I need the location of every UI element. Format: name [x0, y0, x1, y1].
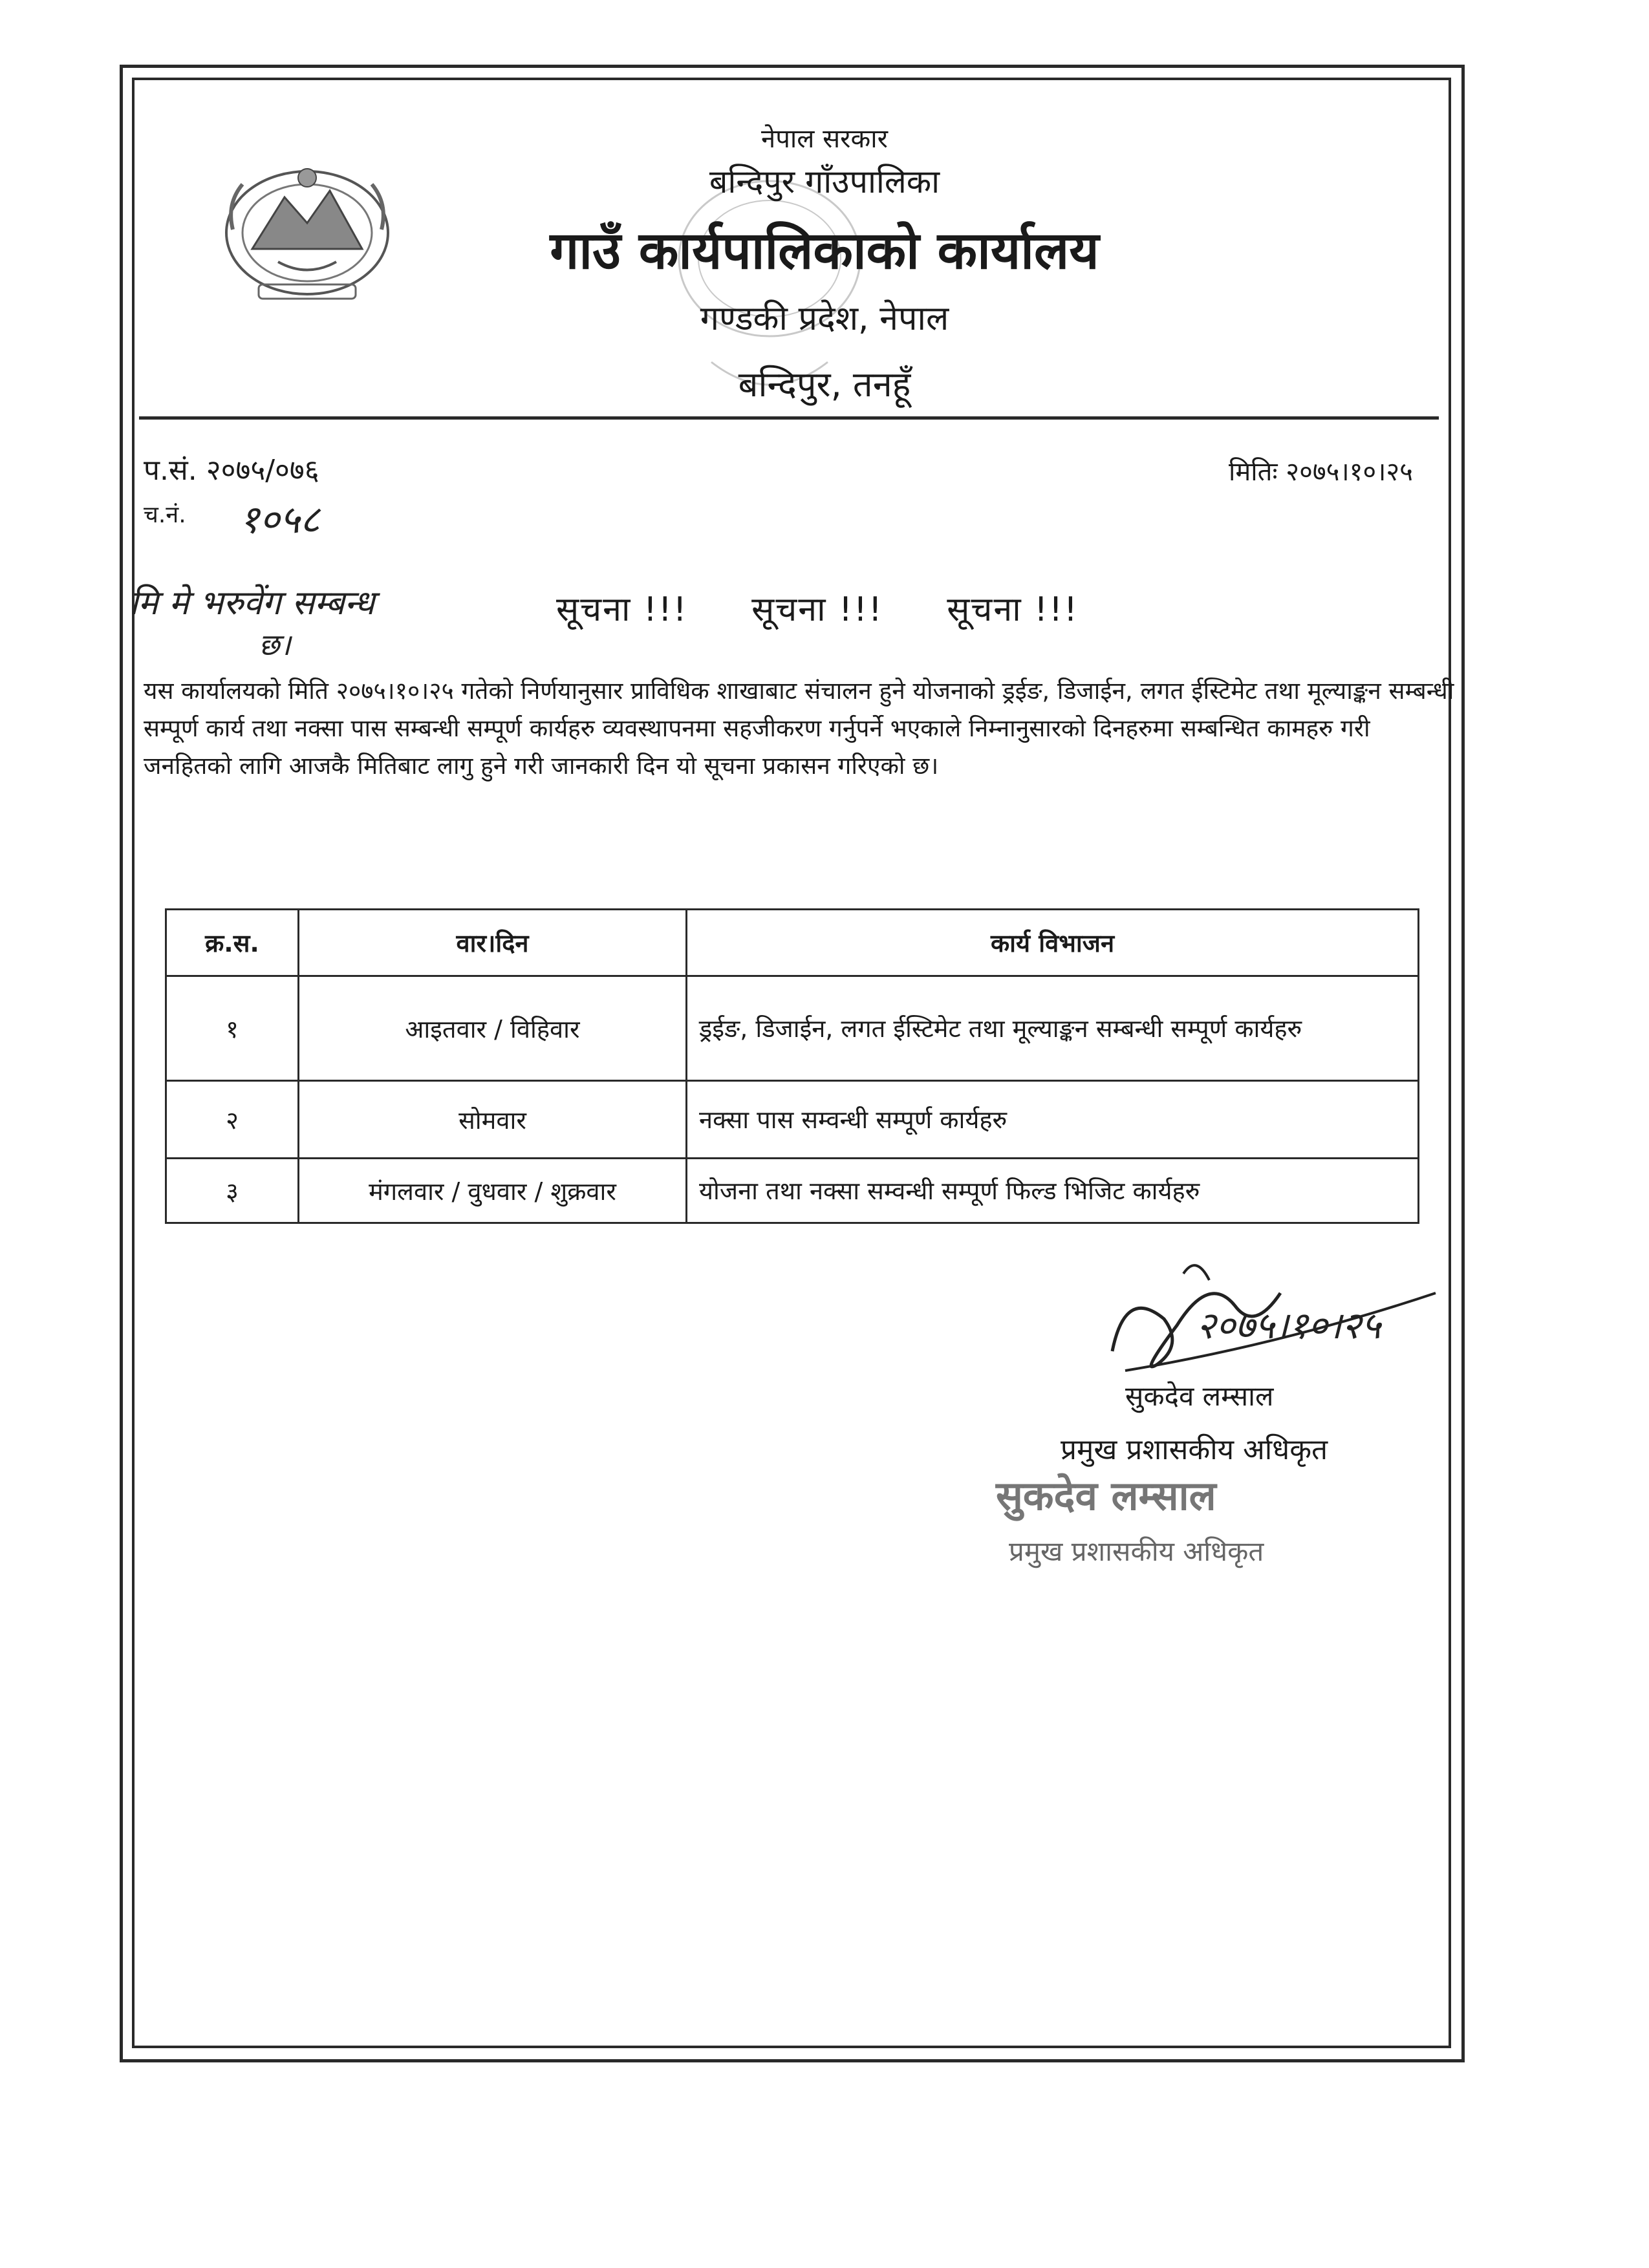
header-address: बन्दिपुर, तनहूँ	[738, 364, 911, 405]
notice-title	[556, 585, 1130, 631]
table-row	[166, 976, 1419, 1081]
work-division-table	[165, 908, 1419, 1224]
notice-body-paragraph: यस कार्यालयको मिति २०७५।१०।२५ गतेको निर्णयानुसार प्राविधिक शाखाबाट संचालन हुने योजनाको ड्रईङ, डिजाईन, लगत ईस्टिमेट तथा मूल्याङ्कन सम्बन्धी सम्पूर्ण कार्य तथा नक्सा पास सम्बन्धी सम्पूर्ण कार्यहरु व्यवस्थापनमा सहजीकरण गर्नुपर्ने भएकाले निम्नानुसारको दिनहरुमा सम्बन्धित कामहरु गरी जनहितको लागि आजकै मितिबाट लागु हुने गरी जानकारी दिन यो सूचना प्रकासन गरिएको छ।	[144, 677, 1454, 780]
col-header-task: कार्य विभाजन	[687, 910, 1419, 976]
cell-sn: ३	[166, 1159, 299, 1223]
signature-scrawl	[1086, 1248, 1449, 1390]
signature-date-handwritten: २०७५।१०।२५	[1196, 1303, 1381, 1347]
cell-day: सोमवार	[299, 1081, 687, 1159]
signatory-name: सुकदेव लम्साल	[1125, 1380, 1274, 1412]
header-divider	[139, 416, 1439, 420]
table-row	[166, 1081, 1419, 1159]
header-government: नेपाल सरकार	[761, 124, 888, 154]
header-office-title: गाउँ कार्यपालिकाको कार्यालय	[550, 220, 1099, 281]
table-row	[166, 1159, 1419, 1223]
stamp-title: प्रमुख प्रशासकीय अधिकृत	[1009, 1535, 1264, 1567]
handwritten-note-line1: मि मे भरुवेंग सम्बन्ध	[129, 584, 375, 623]
reference-number: प.सं. २०७५/०७६	[144, 454, 319, 487]
notice-word-1: सूचना !!!	[556, 590, 688, 629]
cell-task: योजना तथा नक्सा सम्वन्धी सम्पूर्ण फिल्ड भिजिट कार्यहरु	[687, 1159, 1419, 1223]
cell-sn: २	[166, 1081, 299, 1159]
cell-day: मंगलवार / वुधवार / शुक्रवार	[299, 1159, 687, 1223]
col-header-day: वार।दिन	[299, 910, 687, 976]
header-municipality: बन्दिपुर गाँउपालिका	[709, 163, 940, 200]
cell-task: ड्रईङ, डिजाईन, लगत ईस्टिमेट तथा मूल्याङ्कन सम्बन्धी सम्पूर्ण कार्यहरु	[687, 976, 1419, 1081]
dispatch-number-label: च.नं.	[144, 502, 186, 528]
cell-day: आइतवार / विहिवार	[299, 976, 687, 1081]
cell-sn: १	[166, 976, 299, 1081]
stamp-name: सुकदेव लम्साल	[996, 1472, 1216, 1519]
document-date: मितिः २०७५।१०।२५	[1229, 457, 1413, 487]
dispatch-number-handwritten: १०५८	[239, 497, 320, 542]
cell-task: नक्सा पास सम्वन्धी सम्पूर्ण कार्यहरु	[687, 1081, 1419, 1159]
table-header-row	[166, 910, 1419, 976]
notice-word-2: सूचना !!!	[751, 590, 883, 629]
header-province: गण्डकी प्रदेश, नेपाल	[700, 299, 949, 338]
handwritten-note-line2: छ।	[259, 627, 291, 662]
col-header-sn: क्र.स.	[166, 910, 299, 976]
signatory-title: प्रमुख प्रशासकीय अधिकृत	[1061, 1433, 1328, 1466]
notice-word-3: सूचना !!!	[947, 590, 1079, 629]
